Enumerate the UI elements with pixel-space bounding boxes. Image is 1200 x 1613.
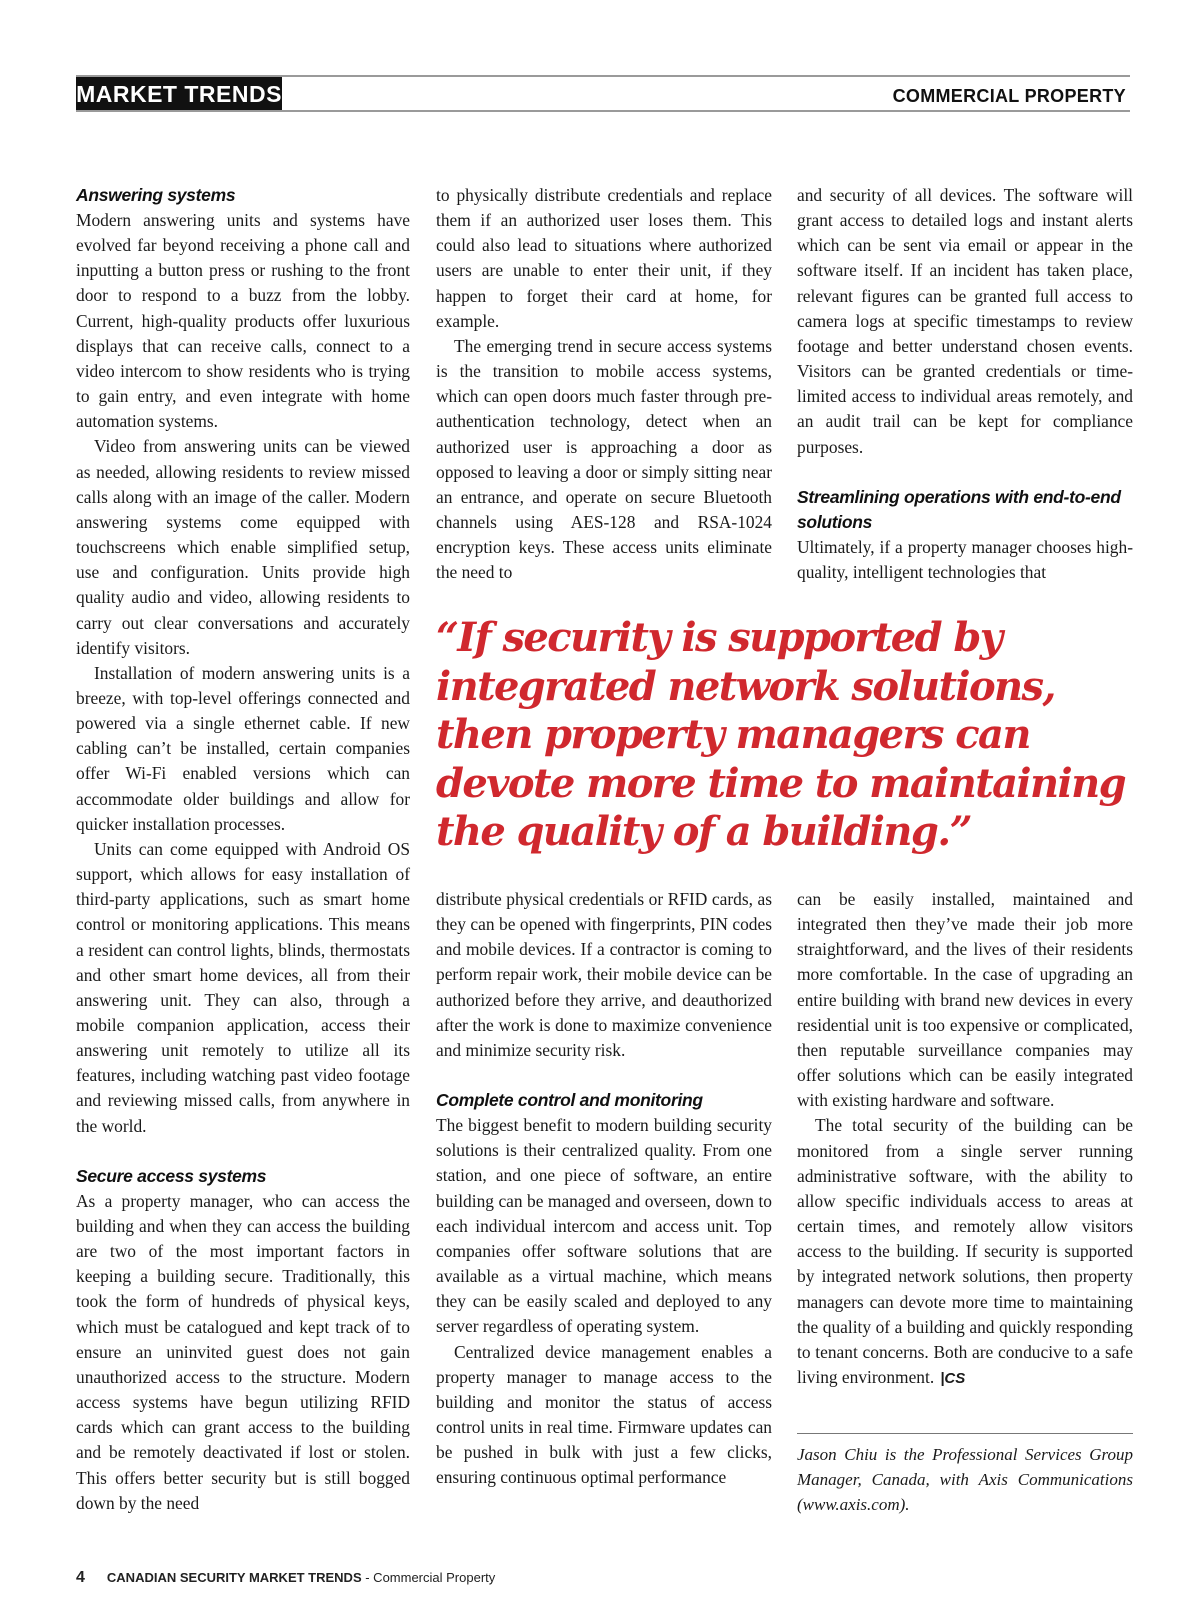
column-2-lower	[436, 887, 772, 1490]
page-footer	[76, 1569, 495, 1587]
paragraph: As a property manager, who can access the building and when they can access the building are two of the most important factors in keeping a building secure. Traditionally, this took the form of hundreds of physical keys, which must be catalogued and kept track of to ensure an uninvited guest does not gain unauthorized access to the structure. Modern access systems have begun utilizing RFID cards which can grant access to the building and be remotely deactivated if lost or stolen. This offers better security but is still bogged down by the need	[76, 1190, 410, 1513]
paragraph: Centralized device management enables a property manager to manage access to the building and monitor the status of access control units in real time. Firmware updates can be pushed in bulk with just a few clicks, ensuring continuous optimal performance	[436, 1341, 772, 1488]
paragraph: Video from answering units can be viewed as needed, allowing residents to review missed calls along with an image of the caller. Modern answering systems come equipped with touchscreens which enable simplified setup, use and configuration. Units provide high quality audio and video, allowing residents to carry out clear conversations and accurately identify visitors.	[76, 436, 410, 658]
publication-name: CANADIAN SECURITY MARKET TRENDS	[106, 1570, 362, 1585]
paragraph	[797, 1113, 1133, 1391]
paragraph: The emerging trend in secure access systems is the transition to mobile access systems, which can open doors much faster through pre-authentication technology, detect when an authorized user is approaching a door as opposed to leaving a door or simply sitting near an entrance, and operate on secure Bluetooth channels using AES-128 and RSA-1024 encryption keys. These access units eliminate the need to	[436, 335, 772, 583]
heading-secure-access-systems: Secure access systems	[76, 1165, 267, 1186]
paragraph: Installation of modern answering units is a breeze, with top-level offerings connected and powered via a single ethernet cable. If new cabling can’t be installed, certain companies offer Wi-Fi enabled versions which can accommodate older buildings and allow for quicker installation processes.	[76, 662, 410, 834]
pull-quote: “If security is supported by integrated network solutions, then property managers can devote more time to maintaining the quality of a building.”	[436, 614, 1125, 855]
paragraph: to physically distribute credentials and replace them if an authorized user loses them. This could also lead to situations where authorized users are unable to enter their unit, if they happen to forget their card at home, for example.	[436, 185, 772, 331]
paragraph: Modern answering units and systems have evolved far beyond receiving a phone call and inputting a button press or rushing to the front door to respond to a buzz from the lobby. Current, high-quality products offer luxurious displays that can receive calls, connect to a video intercom to show residents who is trying to gain entry, and even integrate with home automation systems.	[76, 210, 410, 432]
paragraph: distribute physical credentials or RFID cards, as they can be opened with fingerprints, PIN codes and mobile devices. If a contractor is coming to perform repair work, their mobile device can be authorized before they arrive, and deauthorized after the work is done to maximize convenience and minimize security risk.	[436, 889, 772, 1060]
page-number: 4	[76, 1569, 85, 1586]
category-label: COMMERCIAL PROPERTY	[892, 86, 1126, 106]
column-3-lower	[797, 887, 1133, 1391]
paragraph-text: The total security of the building can be monitored from a single server running administrative software, with the ability to allow specific individuals access to areas at certain times, and remotely allow visitors access to the building. If security is supported by integrated network solutions, then property managers can devote more time to maintaining the quality of a building and quickly responding to tenant concerns. Both are conducive to a safe living environment.	[797, 1115, 1133, 1387]
paragraph: Units can come equipped with Android OS support, which allows for easy installation of third-party applications, such as smart home control or monitoring applications. This means a resident can control lights, blinds, thermostats and other smart home devices, all from their answering unit. They can also, through a mobile companion application, access their answering unit remotely to utilize all its features, including watching past video footage and reviewing missed calls, from anywhere in the world.	[76, 838, 410, 1136]
column-2	[436, 183, 772, 586]
paragraph: and security of all devices. The software will grant access to detailed logs and instant alerts which can be sent via email or appear in the software itself. If an incident has taken place, relevant figures can be granted full access to camera logs at specific timestamps to review footage and better understand chosen events. Visitors can be granted credentials or time-limited access to individual areas remotely, and an audit trail can be kept for compliance purposes.	[797, 185, 1133, 457]
header-rule-bottom	[76, 110, 1130, 112]
heading-streamlining-operations: Streamlining operations with end-to-end solutions	[797, 486, 1121, 532]
bio-divider	[797, 1433, 1133, 1434]
publication-suffix: - Commercial Property	[361, 1570, 496, 1585]
paragraph: Ultimately, if a property manager chooses high-quality, intelligent technologies that	[797, 536, 1133, 582]
paragraph: can be easily installed, maintained and integrated then they’ve made their job more straightforward, and the lives of their residents more comfortable. In the case of upgrading an entire building with brand new devices in every residential unit is too expensive or complicated, then reputable surveillance companies may offer solutions which can be easily integrated with existing hardware and software.	[797, 889, 1133, 1111]
section-tag: MARKET TRENDS	[76, 77, 282, 111]
column-3	[797, 183, 1133, 585]
author-bio: Jason Chiu is the Professional Services Group Manager, Canada, with Axis Communications (www.axis.com).	[797, 1445, 1133, 1514]
heading-complete-control: Complete control and monitoring	[436, 1090, 703, 1111]
paragraph: The biggest benefit to modern building security solutions is their centralized quality. From one station, and one piece of software, an entire building can be managed and overseen, down to each individual intercom and access unit. Top companies offer software solutions that are available as a virtual machine, which means they can be easily scaled and deployed to any server regardless of operating system.	[436, 1115, 772, 1337]
end-mark: |CS	[940, 1369, 966, 1387]
column-1	[76, 183, 410, 1516]
heading-answering-systems: Answering systems	[76, 185, 236, 205]
